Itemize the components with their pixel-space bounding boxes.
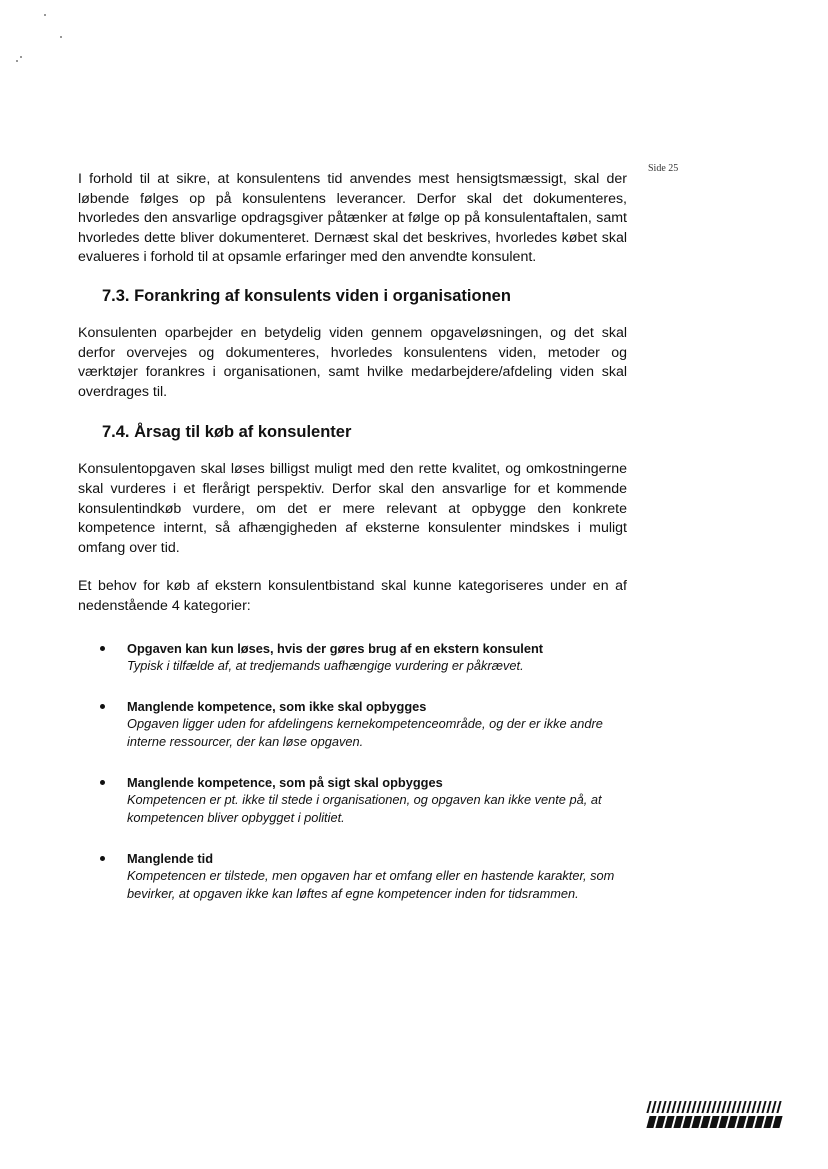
list-item [78, 640, 627, 675]
scan-speck [16, 60, 18, 62]
list-item [78, 698, 627, 750]
section-7-3-paragraph: Konsulenten oparbejder en betydelig viden gennem opgaveløsningen, og det skal derfor overvejes og dokumenteres, hvorledes konsulentens viden, metoder og værktøjer forankres i organisationen, samt hvilke medarbejdere/afdeling viden skal overdrages til. [78, 324, 627, 400]
category-title: Manglende kompetence, som på sigt skal opbygges [127, 775, 443, 790]
bullet-icon [100, 780, 105, 785]
section-heading-7-4: 7.4. Årsag til køb af konsulenter [102, 423, 352, 442]
category-description: Typisk i tilfælde af, at tredjemands uafhængige vurdering er påkrævet. [127, 657, 524, 673]
intro-paragraph: I forhold til at sikre, at konsulentens tid anvendes mest hensigtsmæssigt, skal der løbende følges op på konsulentens leverancer. Derfor skal det dokumenteres, hvorledes den ansvarlige opdragsgiver påtænker at følge op på konsulentaftalen, samt hvorledes dette bliver dokumenteret. Dernæst skal det beskrives, hvorledes købet skal evalueres i forhold til at opsamle erfaringer med den anvendte konsulent. [78, 171, 627, 266]
category-description: Kompetencen er pt. ikke til stede i organisationen, og opgaven kan ikke vente på, at kompetencen bliver opbygget i politiet. [127, 792, 602, 825]
section-7-4-paragraph-1: Konsulentopgaven skal løses billigst muligt med den rette kvalitet, og omkostningerne skal vurderes i et flerårigt perspektiv. Derfor skal den ansvarlige for et kommende konsulentindkøb vurdere, om det er mere relevant at opbygge den konkrete kompetence internt, så afhængigheden af eksterne konsulenter mindskes i muligt omfang over tid. [78, 461, 627, 556]
barcode-icon [648, 1101, 784, 1131]
section-heading-7-3: 7.3. Forankring af konsulents viden i organisationen [102, 286, 511, 305]
list-item [78, 774, 627, 826]
category-title: Manglende kompetence, som ikke skal opbygges [127, 699, 427, 714]
document-body [78, 170, 627, 926]
section-7-4-paragraph-2: Et behov for køb af ekstern konsulentbistand skal kunne kategoriseres under en af nedenstående 4 kategorier: [78, 578, 627, 614]
category-title: Opgaven kan kun løses, hvis der gøres brug af en ekstern konsulent [127, 640, 544, 656]
scan-speck [20, 56, 22, 58]
list-item [78, 850, 627, 902]
category-description: Kompetencen er tilstede, men opgaven har et omfang eller en hastende karakter, som bevirker, at opgaven ikke kan løftes af egne kompetencer inden for tidsrammen. [127, 868, 615, 901]
bullet-icon [100, 646, 105, 651]
scan-speck [60, 36, 62, 38]
scan-speck [44, 14, 46, 16]
barcode-row-thin [648, 1101, 784, 1113]
page-number: Side 25 [648, 163, 679, 174]
bullet-icon [100, 704, 105, 709]
category-description: Opgaven ligger uden for afdelingens kernekompetenceområde, og der er ikke andre interne ressourcer, der kan løse opgaven. [127, 716, 603, 749]
bullet-icon [100, 856, 105, 861]
category-title: Manglende tid [127, 851, 214, 866]
barcode-row-thick [648, 1116, 784, 1128]
category-list [78, 640, 627, 903]
